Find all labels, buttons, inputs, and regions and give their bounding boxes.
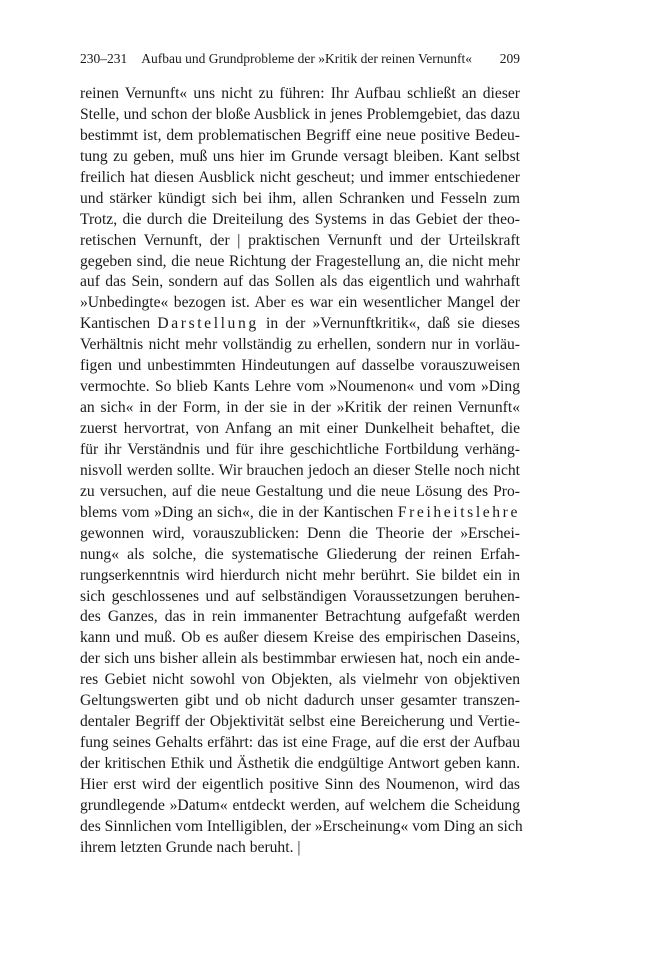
text-segment: gewonnen wird, vorauszublicken: Denn die Theorie der »Erschei- <box>80 524 520 542</box>
text-line <box>80 775 520 796</box>
text-segment: »Unbedingte« bezogen ist. Aber es war ein wesentlicher Mangel der <box>80 294 520 312</box>
text-segment: zu versuchen, auf die neue Gestaltung und die neue Lösung des Pro- <box>80 482 520 500</box>
text-segment: kann und muß. Ob es außer diesem Kreise des empirischen Daseins, <box>80 629 520 647</box>
text-line <box>80 796 520 817</box>
text-segment: der kritischen Ethik und Ästhetik die endgültige Antwort geben kann. <box>80 755 520 772</box>
text-line <box>80 398 520 419</box>
text-segment: vermochte. So blieb Kants Lehre vom »Noumenon« und vom »Ding <box>80 378 520 396</box>
text-segment: gegeben sind, die neue Richtung der Fragestellung an, die nicht mehr <box>80 252 520 270</box>
text-segment: an sich« in der Form, in der sie in der »Kritik der reinen Vernunft« <box>80 399 520 417</box>
text-segment: blems vom »Ding an sich«, die in der Kantischen <box>80 503 398 521</box>
text-segment: tung zu geben, muß uns hier im Grunde versagt bleiben. Kant selbst <box>80 147 520 165</box>
text-line <box>80 147 520 168</box>
text-line <box>80 461 520 482</box>
text-line <box>80 545 520 566</box>
text-segment: auf das Sein, sondern auf das Sollen als das eigentlich und wahrhaft <box>80 273 520 291</box>
text-line <box>80 419 520 440</box>
text-segment: Stelle, und schon der bloße Ausblick in jenes Problemgebiet, das dazu <box>80 105 520 123</box>
running-head <box>80 50 520 68</box>
text-segment: dentaler Begriff der Objektivität selbst eine Bereicherung und Vertie- <box>80 713 520 731</box>
text-line <box>80 335 520 356</box>
text-segment: Kantischen <box>80 315 158 333</box>
text-line <box>80 524 520 545</box>
text-segment: Hier erst wird der eigentlich positive Sinn des Noumenon, wird das <box>80 775 520 793</box>
text-segment: bestimmt ist, dem problematischen Begriff eine neue positive Bedeu- <box>80 126 520 144</box>
text-line <box>80 566 520 587</box>
text-line <box>80 126 520 147</box>
text-line <box>80 272 520 293</box>
text-segment: zuerst hervortrat, von Anfang an mit einer Dunkelheit behaftet, die <box>80 420 520 437</box>
text-line <box>80 105 520 126</box>
running-head-title: Aufbau und Grundprobleme der »Kritik der reinen Vernunft« <box>141 51 473 66</box>
body-text <box>80 84 523 859</box>
text-line <box>80 754 520 775</box>
text-segment: res Gebiet nicht sowohl von Objekten, als vielmehr von objektiven <box>80 671 520 689</box>
spaced-emphasis: Darstellung <box>157 315 259 333</box>
text-line <box>80 503 520 524</box>
text-line <box>80 670 520 691</box>
page-number: 209 <box>499 51 520 66</box>
text-line <box>80 817 523 838</box>
running-head-left <box>80 50 472 68</box>
text-line <box>80 356 520 377</box>
text-segment: freilich hat diesen Ausblick nicht gescheut; und immer entschiedener <box>80 168 520 186</box>
text-line <box>80 189 520 210</box>
text-segment: fung seines Gehalts erfährt: das ist eine Frage, auf die erst der Aufbau <box>80 734 520 752</box>
text-line <box>80 210 520 231</box>
text-segment: des Ganzes, das in rein immanenter Betrachtung aufgefaßt werden <box>80 608 520 626</box>
text-line <box>80 607 520 628</box>
text-segment: in der »Vernunftkritik«, daß sie dieses <box>258 315 520 333</box>
text-segment: der sich uns bisher allein als bestimmbar erwiesen hat, noch ein ande- <box>80 650 520 668</box>
text-line <box>80 293 520 314</box>
text-line <box>80 231 520 252</box>
text-line <box>80 691 520 712</box>
text-segment: für ihr Verständnis und für ihre geschichtliche Fortbildung verhäng- <box>80 440 520 458</box>
text-line <box>80 838 520 859</box>
book-page <box>80 50 523 859</box>
text-segment: und stärker kündigt sich bei ihm, allen Schranken und Fesseln zum <box>80 189 520 207</box>
text-segment: reinen Vernunft« uns nicht zu führen: Ihr Aufbau schließt an dieser <box>80 85 520 102</box>
text-segment: des Sinnlichen vom Intelligiblen, der »Erscheinung« vom Ding an sich <box>80 817 523 835</box>
text-line <box>80 84 520 105</box>
text-segment: ihrem letzten Grunde nach beruht. | <box>80 838 301 856</box>
text-line <box>80 440 520 461</box>
text-segment: sich geschlossenes und auf selbständigen Voraussetzungen beruhen- <box>80 587 520 605</box>
text-segment: Trotz, die durch die Dreiteilung des Systems in das Gebiet der theo- <box>80 210 520 228</box>
text-segment: nisvoll werden sollte. Wir brauchen jedoch an dieser Stelle noch nicht <box>80 461 520 479</box>
text-segment: figen und unbestimmten Hindeutungen auf dasselbe vorauszuweisen <box>80 357 520 375</box>
text-segment: Geltungswerten gibt und ob nicht dadurch unser gesamter transzen- <box>80 692 520 710</box>
text-line <box>80 733 520 754</box>
text-line <box>80 712 520 733</box>
text-segment: nung« als solche, die systematische Gliederung der reinen Erfah- <box>80 545 520 563</box>
spaced-emphasis: Freiheitslehre <box>397 503 520 521</box>
text-line <box>80 628 520 649</box>
text-line <box>80 587 520 608</box>
text-segment: Verhältnis nicht mehr vollständig zu erhellen, sondern nur in vorläu- <box>80 336 520 354</box>
text-line <box>80 649 520 670</box>
text-segment: rungserkenntnis wird hierdurch nicht mehr berührt. Sie bildet ein in <box>80 566 520 584</box>
text-line <box>80 377 520 398</box>
text-line <box>80 482 520 503</box>
section-range: 230–231 <box>80 51 128 66</box>
text-segment: retischen Vernunft, der | praktischen Vernunft und der Urteilskraft <box>80 231 520 249</box>
text-segment: grundlegende »Datum« entdeckt werden, auf welchem die Scheidung <box>80 796 520 814</box>
text-line <box>80 252 520 273</box>
text-line <box>80 168 520 189</box>
text-line <box>80 314 520 335</box>
